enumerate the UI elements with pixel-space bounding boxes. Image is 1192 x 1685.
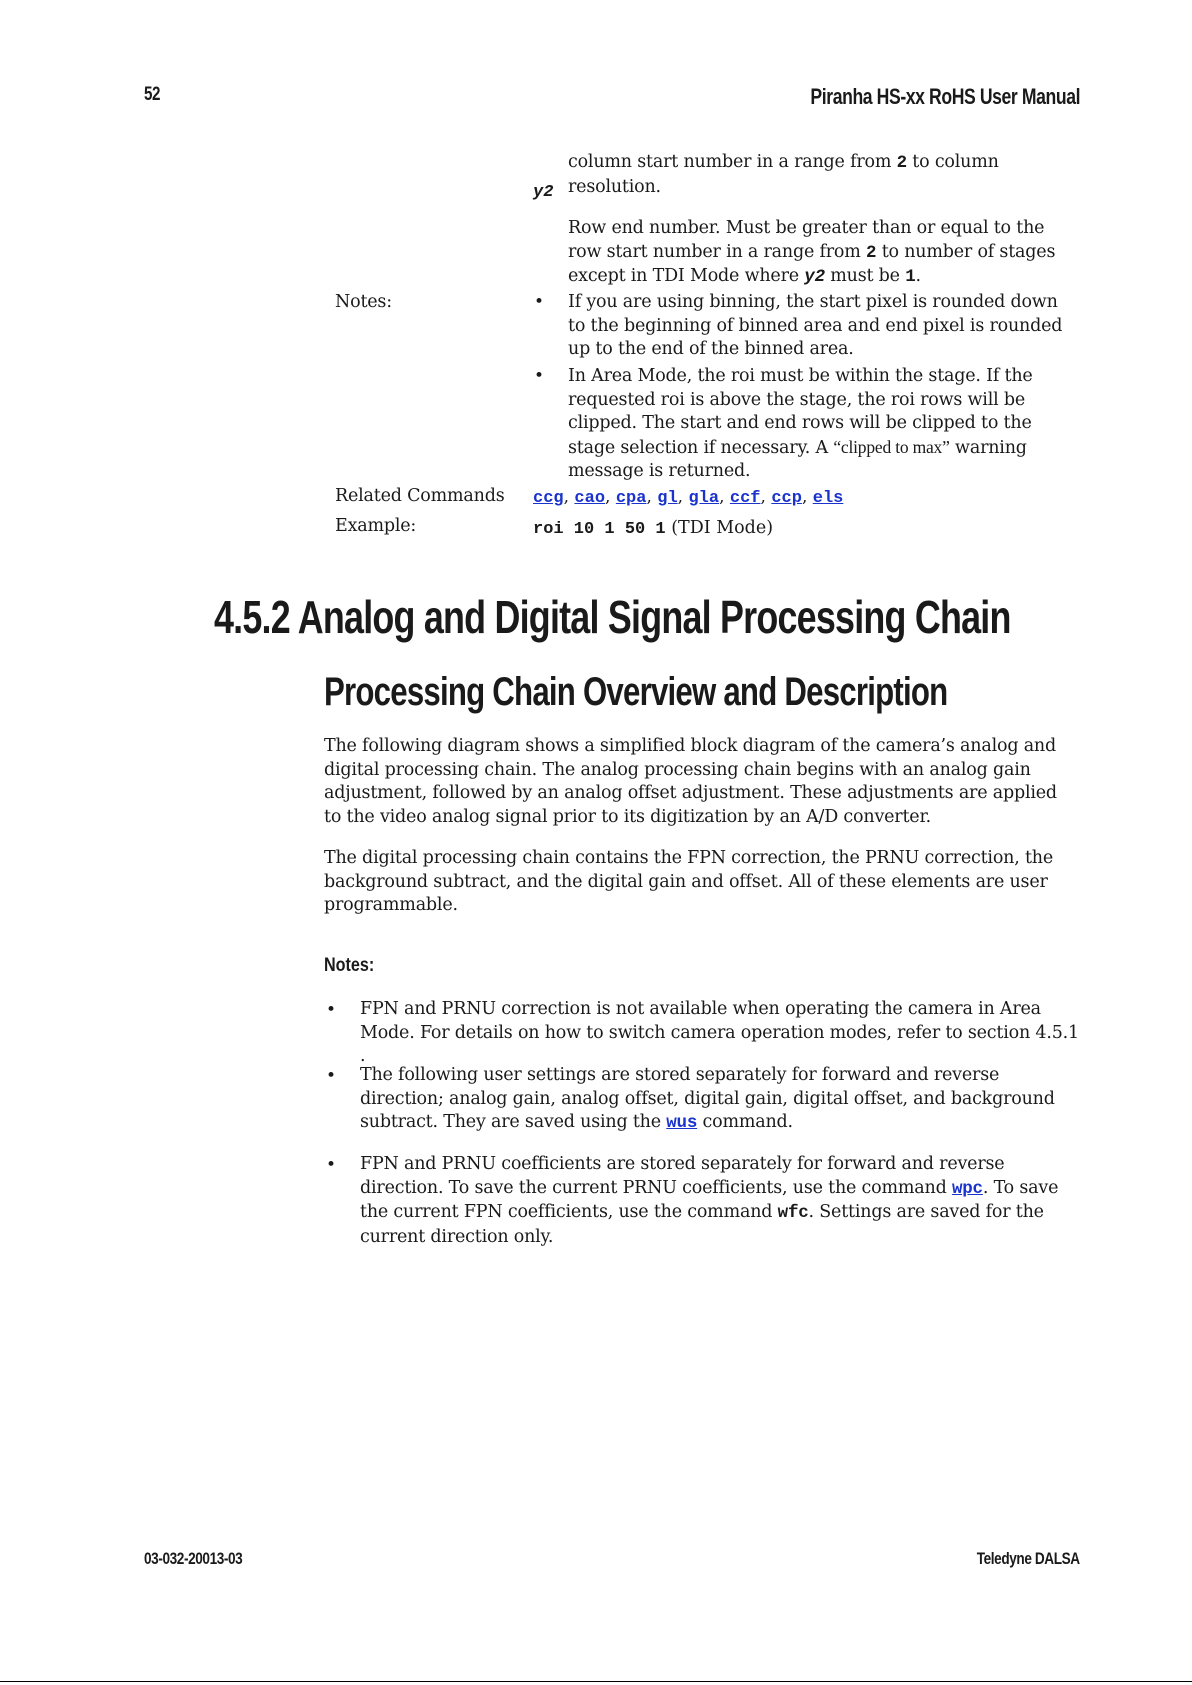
y2-description: Row end number. Must be greater than or equal to the row start number in a range from 2 to number of stages except in TDI Mode where y2 must be 1. — [568, 218, 1056, 287]
section-subtitle: Processing Chain Overview and Description — [324, 670, 948, 714]
link-wpc[interactable]: wpc — [951, 1178, 983, 1199]
link-ccg[interactable]: ccg — [533, 489, 564, 508]
company-name: Teledyne DALSA — [977, 1549, 1080, 1568]
paragraph-digital-chain: The digital processing chain contains the FPN correction, the PRNU correction, the background subtract, and the digital gain and offset. All of these elements are user programmable. — [324, 848, 1054, 915]
related-commands-label: Related Commands — [335, 486, 505, 506]
note-user-settings: The following user settings are stored separately for forward and reverse direction; analog gain, analog offset, digital gain, digital offset, and background subtract. They are saved using the wus command. — [360, 1065, 1055, 1133]
link-cpa[interactable]: cpa — [615, 489, 647, 508]
example-value: roi 10 1 50 1 (TDI Mode) — [533, 518, 774, 539]
paragraph-analog-chain: The following diagram shows a simplified block diagram of the camera’s analog and digital processing chain. The analog processing chain begins with an analog gain adjustment, followed by an analog offset adjustment. These adjustments are applied to the video analog signal prior to its digitization by an A/D converter. — [324, 736, 1057, 827]
link-wus[interactable]: wus — [666, 1113, 698, 1133]
bullet-icon: • — [326, 1066, 337, 1086]
y2-param-label: y2 — [533, 183, 554, 202]
manual-title: Piranha HS-xx RoHS User Manual — [810, 84, 1080, 109]
section-title: 4.5.2 Analog and Digital Signal Processing Chain — [214, 591, 1011, 643]
notes-bullet-binning: If you are using binning, the start pixel is rounded down to the beginning of binned area and end pixel is rounded up to the end of the binned area. — [568, 292, 1063, 359]
note-coefficients: FPN and PRNU coefficients are stored separately for forward and reverse direction. To save the current PRNU coefficients, use the command wpc. To save the current FPN coefficients, use the command wfc. Settings are saved for the current direction only. — [360, 1154, 1059, 1247]
page-bottom-rule — [0, 1681, 1192, 1682]
related-commands-list: ccg, cao, cpa, gl, gla, ccf, ccp, els — [533, 487, 844, 508]
notes-row-label: Notes: — [335, 292, 392, 312]
x2-description: column start number in a range from 2 to column resolution. — [568, 152, 999, 197]
bullet-icon: • — [534, 292, 545, 312]
link-gla[interactable]: gla — [688, 489, 720, 508]
note-fpn-prnu-area-mode: FPN and PRNU correction is not available when operating the camera in Area Mode. For details on how to switch camera operation modes, refer to section 4.5.1 . — [360, 999, 1079, 1066]
link-ccp[interactable]: ccp — [771, 489, 802, 508]
page-number: 52 — [144, 84, 161, 105]
notes-heading: Notes: — [324, 955, 375, 976]
doc-number: 03-032-20013-03 — [144, 1549, 243, 1568]
bullet-icon: • — [326, 1000, 337, 1020]
link-els[interactable]: els — [812, 489, 844, 508]
notes-bullet-area-mode: In Area Mode, the roi must be within the stage. If the requested roi is above the stage, the roi rows will be clipped. The start and end rows will be clipped to the stage selection if necessary. A “clipped to max” warning message is returned. — [568, 366, 1033, 481]
link-cao[interactable]: cao — [574, 489, 606, 508]
link-gl[interactable]: gl — [657, 489, 678, 508]
bullet-icon: • — [534, 366, 545, 386]
bullet-icon: • — [326, 1155, 337, 1175]
example-label: Example: — [335, 516, 417, 536]
link-ccf[interactable]: ccf — [729, 489, 761, 508]
